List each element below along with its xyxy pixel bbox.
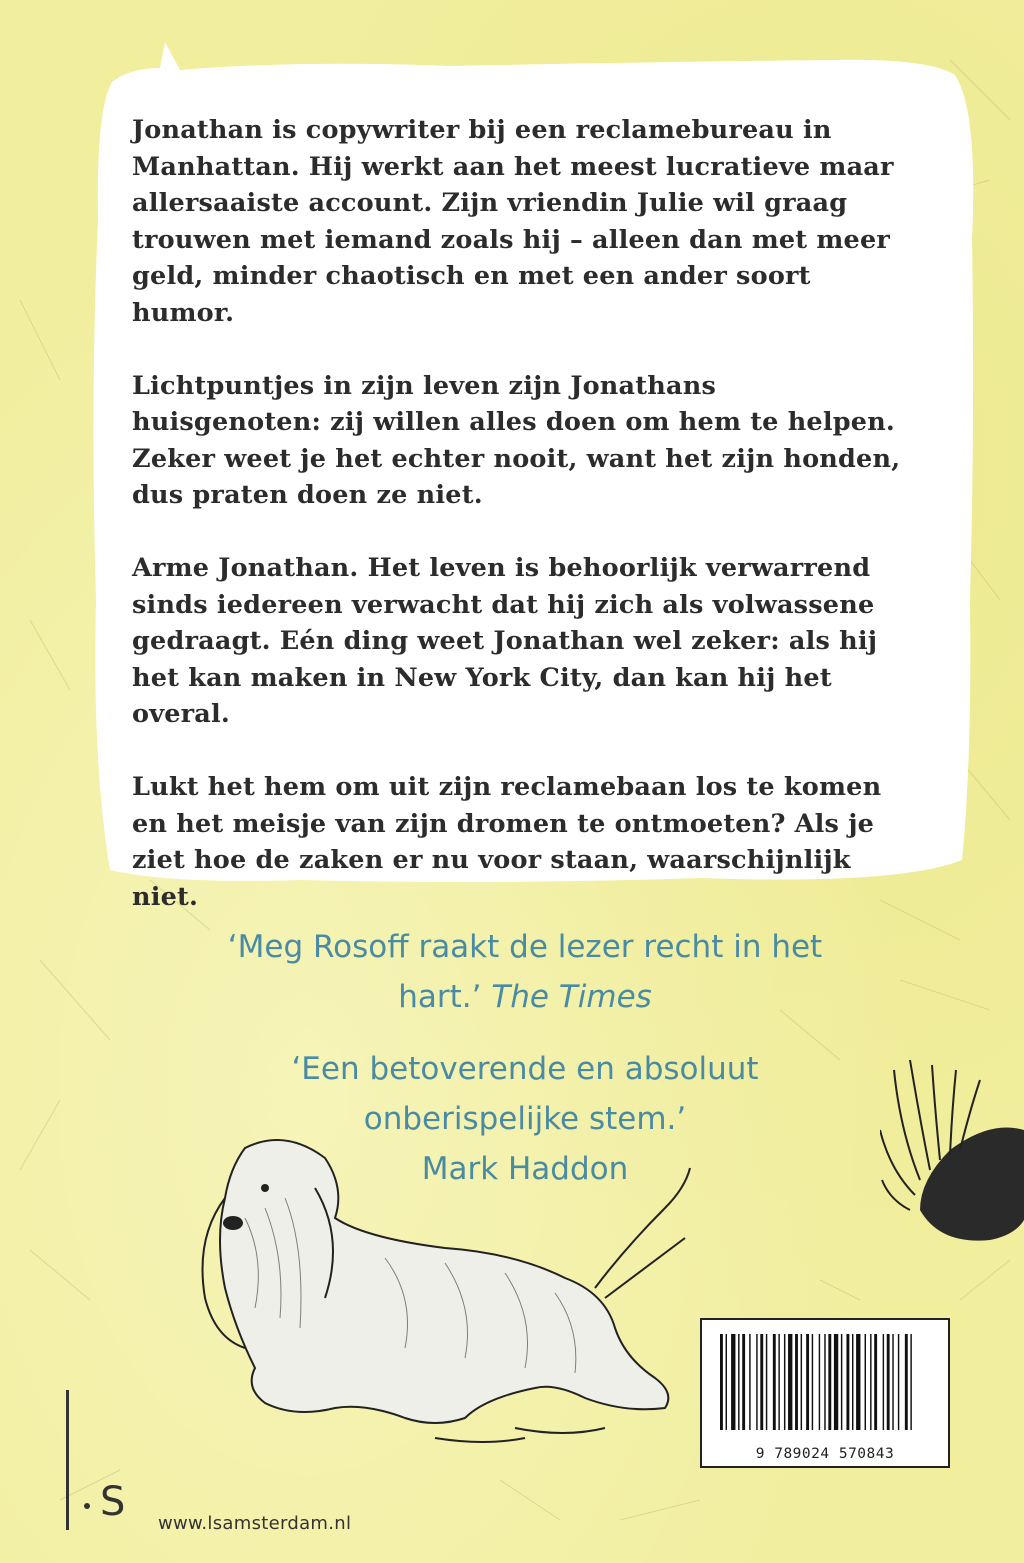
barcode-bar [846,1334,849,1430]
barcode-bar [766,1334,767,1430]
barcode-bar [726,1334,727,1430]
barcode-bar [778,1334,779,1430]
barcode-bar [795,1334,798,1430]
quote-source: The Times [491,979,652,1015]
isbn-number: 9 789024 570843 [755,1446,895,1462]
barcode-bar [898,1334,899,1430]
barcode-bar [720,1334,723,1430]
barcode-bar [841,1334,842,1430]
barcode-bar [801,1334,802,1430]
barcode-bar [806,1334,809,1430]
blurb-paragraph: Arme Jonathan. Het leven is behoorlijk verwarrend sinds iedereen verwacht dat hij zich als volwassene gedraagt. Eén ding weet Jonathan wel zeker: als hij het kan maken in New York City, dan kan hij het overal. [132,553,878,729]
barcode-bar [865,1334,866,1430]
publisher-logo [62,1390,142,1550]
barcode-bar [738,1334,739,1430]
barcode-bar [892,1334,893,1430]
barcode-bar [819,1334,820,1430]
barcode-bar [852,1334,853,1430]
barcode-lines [716,1334,934,1446]
publisher-website[interactable]: www.lsamsterdam.nl [158,1513,352,1534]
dog-tail-illustration [880,1060,1024,1250]
barcode-bar [773,1334,776,1430]
logo-letter: S [100,1479,126,1525]
barcode-bar [905,1334,908,1430]
quote-text: ‘Meg Rosoff raakt de lezer recht in het hart.’ [227,929,823,1015]
barcode-bar [856,1334,860,1430]
barcode-bar [828,1334,831,1430]
barcode-bar [824,1334,825,1430]
barcode-bar [874,1334,877,1430]
barcode-bar [910,1334,911,1430]
barcode-bar [834,1334,838,1430]
barcode-bar [870,1334,871,1430]
barcode-bar [812,1334,813,1430]
review-quote [200,922,850,1022]
barcode-bar [887,1334,890,1430]
barcode-bar [742,1334,745,1430]
blurb-paragraph: Lichtpuntjes in zijn leven zijn Jonathans huisgenoten: zij willen alles doen om hem te helpen. Zeker weet je het echter nooit, want het zijn honden, dus praten doen ze niet. [132,370,901,510]
barcode-bar [749,1334,750,1430]
barcode-bar [756,1334,757,1430]
logo-bar [66,1390,69,1530]
barcode-bar [760,1334,763,1430]
barcode [700,1318,950,1468]
blurb-text [132,112,912,952]
barcode-bar [883,1334,884,1430]
barcode-bar [731,1334,735,1430]
dog-illustration [185,1128,695,1453]
barcode-bar [788,1334,792,1430]
barcode-bar [784,1334,785,1430]
blurb-paragraph: Lukt het hem om uit zijn reclamebaan los te komen en het meisje van zijn dromen te ontmoeten? Als je ziet hoe de zaken er nu voor staan, waarschijnlijk niet. [132,772,882,912]
quote-source: Mark Haddon [421,1151,629,1187]
quote-text: ‘Een betoverende en absoluut onberispelijke stem.’ [291,1051,759,1137]
blurb-paragraph: Jonathan is copywriter bij een reclamebureau in Manhattan. Hij werkt aan het meest lucratieve maar allersaaiste account. Zijn vriendin Julie wil graag trouwen met iemand zoals hij – alleen dan met meer geld, minder chaotisch en met een ander soort humor. [132,115,894,328]
logo-dot [84,1503,90,1509]
